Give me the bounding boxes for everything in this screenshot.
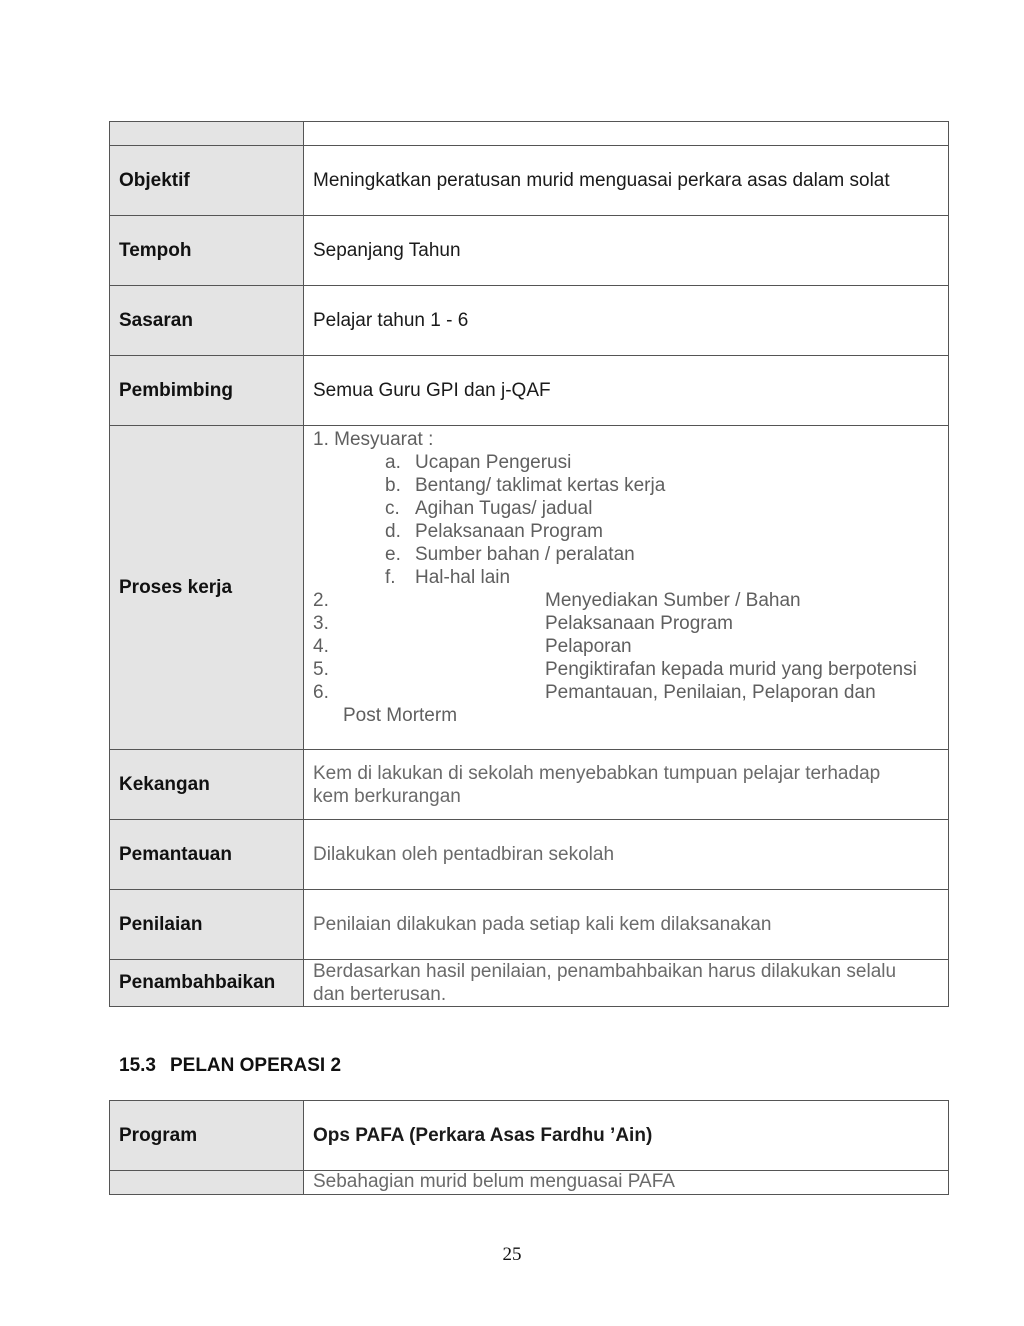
header-label-cell — [110, 122, 304, 145]
table-header-row — [110, 122, 948, 146]
row-label: Sasaran — [110, 286, 304, 355]
list-item: 4. Pelaporan — [313, 636, 632, 657]
row-value — [304, 750, 948, 819]
list-item: c. Agihan Tugas/ jadual — [385, 498, 593, 519]
table-row-penambahbaikan — [110, 960, 948, 1006]
list-item: f. Hal-hal lain — [385, 567, 511, 588]
row-value-line: Berdasarkan hasil penilaian, penambahbaikan harus dilakukan selalu — [313, 961, 897, 982]
section-heading — [119, 1055, 341, 1077]
row-value: Sebahagian murid belum menguasai PAFA — [313, 1171, 675, 1192]
table-row-objektif — [110, 146, 948, 216]
table-row-second — [110, 1171, 948, 1194]
row-value: Ops PAFA (Perkara Asas Fardhu ’Ain) — [313, 1124, 653, 1146]
list-item: 2. Menyediakan Sumber / Bahan — [313, 590, 801, 611]
list-item: 3. Pelaksanaan Program — [313, 613, 733, 634]
row-label: Penambahbaikan — [110, 960, 304, 1006]
list-item: 6. Pemantauan, Penilaian, Pelaporan dan — [313, 682, 876, 703]
row-label: Proses kerja — [110, 426, 304, 749]
header-value-cell — [304, 122, 948, 145]
list-item: 5. Pengiktirafan kepada murid yang berpotensi — [313, 659, 917, 680]
table-row-kekangan — [110, 750, 948, 820]
list-item: b. Bentang/ taklimat kertas kerja — [385, 475, 666, 496]
row-label: Penilaian — [110, 890, 304, 959]
row-label: Program — [110, 1101, 304, 1170]
list-item-continuation: Post Morterm — [343, 705, 458, 726]
section-number: 15.3 — [119, 1055, 156, 1076]
page-number: 25 — [502, 1244, 522, 1265]
list-item: 1. Mesyuarat : — [313, 429, 434, 450]
row-value: Semua Guru GPI dan j-QAF — [313, 379, 551, 401]
row-label — [110, 1171, 304, 1194]
table-row-tempoh — [110, 216, 948, 286]
operation-table — [109, 1100, 949, 1195]
table-row-proses-kerja — [110, 426, 948, 750]
table-row-pemantauan — [110, 820, 948, 890]
table-row-program — [110, 1101, 948, 1171]
proses-list — [304, 426, 948, 749]
row-value: Sepanjang Tahun — [313, 239, 461, 261]
row-label: Kekangan — [110, 750, 304, 819]
list-item: d. Pelaksanaan Program — [385, 521, 603, 542]
row-value: Dilakukan oleh pentadbiran sekolah — [313, 843, 615, 865]
row-value-line: kem berkurangan — [313, 785, 461, 807]
row-label: Tempoh — [110, 216, 304, 285]
row-value: Pelajar tahun 1 - 6 — [313, 309, 469, 331]
row-value: Penilaian dilakukan pada setiap kali kem dilaksanakan — [313, 913, 772, 935]
plan-table — [109, 121, 949, 1007]
row-value-line: dan berterusan. — [313, 984, 447, 1005]
row-label: Objektif — [110, 146, 304, 215]
list-item: e. Sumber bahan / peralatan — [385, 544, 635, 565]
row-value-line: Kem di lakukan di sekolah menyebabkan tumpuan pelajar terhadap — [313, 762, 881, 784]
row-label: Pembimbing — [110, 356, 304, 425]
row-value — [304, 960, 948, 1006]
row-label: Pemantauan — [110, 820, 304, 889]
table-row-sasaran — [110, 286, 948, 356]
row-value: Meningkatkan peratusan murid menguasai perkara asas dalam solat — [313, 169, 890, 191]
section-title: PELAN OPERASI 2 — [169, 1055, 342, 1076]
table-row-pembimbing — [110, 356, 948, 426]
table-row-penilaian — [110, 890, 948, 960]
list-item: a. Ucapan Pengerusi — [385, 452, 572, 473]
